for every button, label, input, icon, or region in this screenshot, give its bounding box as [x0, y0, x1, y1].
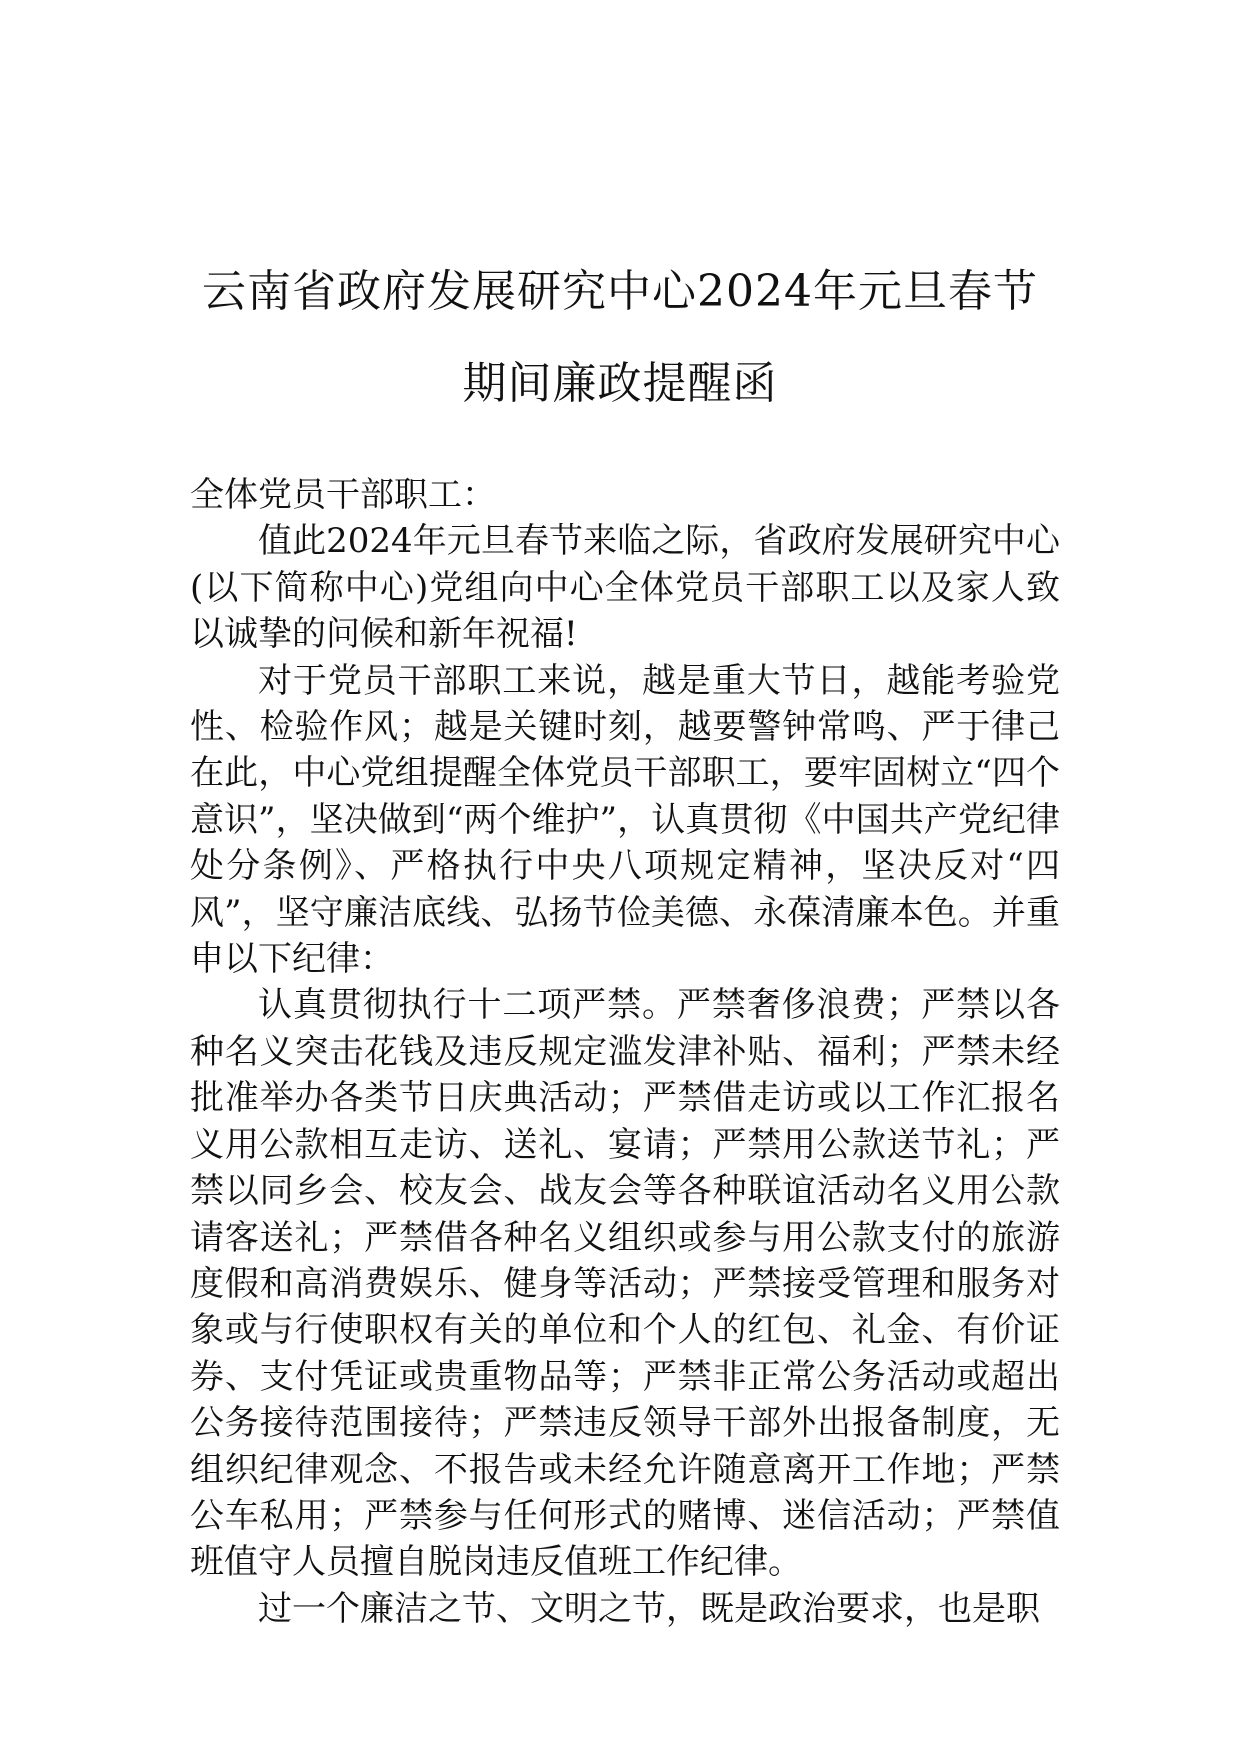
document-title-line-1: 云南省政府发展研究中心2024年元旦春节	[202, 266, 1038, 317]
salutation: 全体党员干部职工：	[190, 475, 496, 515]
paragraph-greeting: 值此2024年元旦春节来临之际，省政府发展研究中心(以下简称中心)党组向中心全体党员干部职工以及家人致以诚挚的问候和新年祝福!	[190, 521, 1060, 655]
document-body	[190, 472, 1060, 1632]
paragraph-closing-partial: 过一个廉洁之节、文明之节，既是政治要求，也是职	[258, 1588, 1040, 1629]
paragraph-discipline-intro: 对于党员干部职工来说，越是重大节日，越能考验党性、检验作风；越是关键时刻，越要警钟常鸣、严于律己在此，中心党组提醒全体党员干部职工，要牢固树立“四个意识”，坚决做到“两个维护”，认真贯彻《中国共产党纪律处分条例》、严格执行中央八项规定精神，坚决反对“四风”，坚守廉洁底线、弘扬节俭美德、永葆清廉本色。并重申以下纪律：	[190, 660, 1060, 980]
document-title-line-2: 期间廉政提醒函	[462, 358, 778, 409]
paragraph-twelve-prohibitions: 认真贯彻执行十二项严禁。严禁奢侈浪费；严禁以各种名义突击花钱及违反规定滥发津补贴、福利；严禁未经批准举办各类节日庆典活动；严禁借走访或以工作汇报名义用公款相互走访、送礼、宴请；严禁用公款送节礼；严禁以同乡会、校友会、战友会等各种联谊活动名义用公款请客送礼；严禁借各种名义组织或参与用公款支付的旅游度假和高消费娱乐、健身等活动；严禁接受管理和服务对象或与行使职权有关的单位和个人的红包、礼金、有价证券、支付凭证或贵重物品等；严禁非正常公务活动或超出公务接待范围接待；严禁违反领导干部外出报备制度，无组织纪律观念、不报告或未经允许随意离开工作地；严禁公车私用；严禁参与任何形式的赌博、迷信活动；严禁值班值守人员擅自脱岗违反值班工作纪律。	[190, 985, 1060, 1583]
